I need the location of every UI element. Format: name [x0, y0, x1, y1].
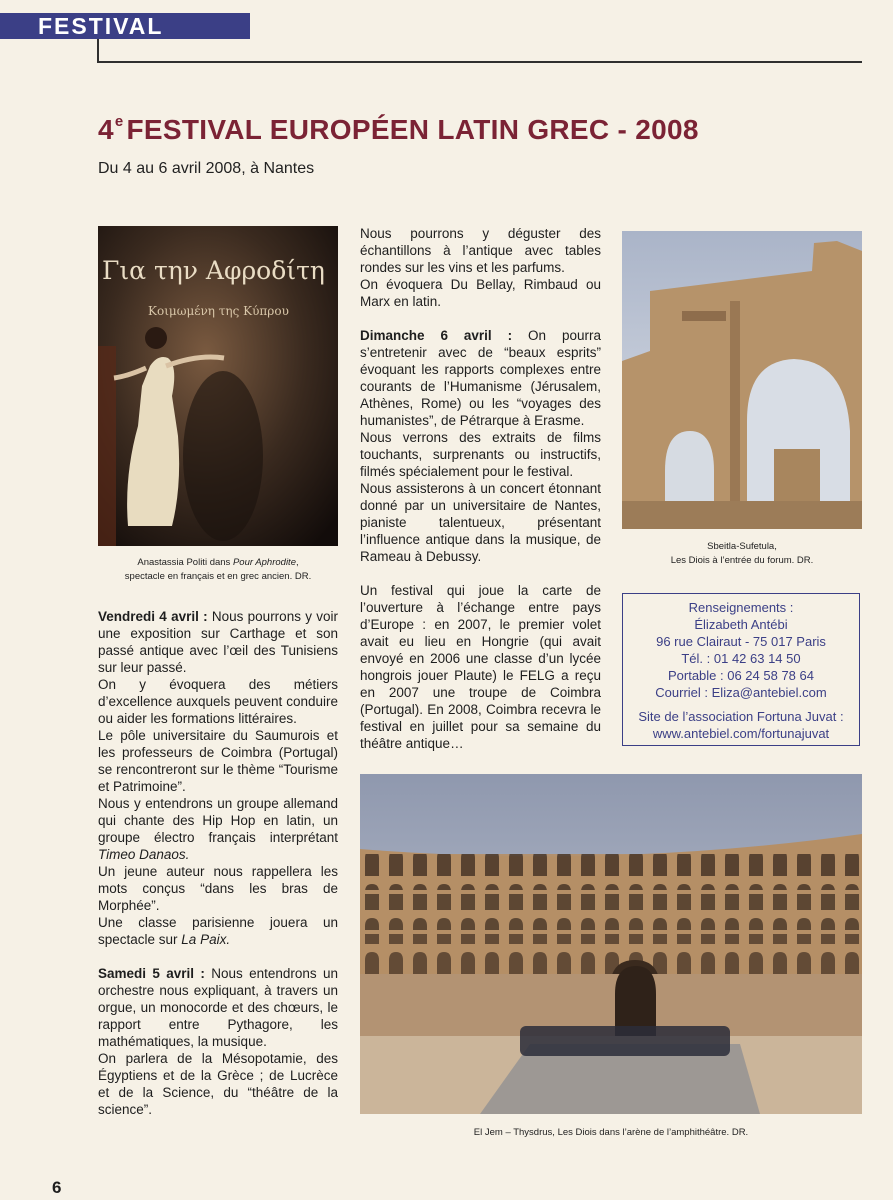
title-text: FESTIVAL EUROPÉEN LATIN GREC - 2008 [126, 114, 699, 145]
site-link[interactable]: www.antebiel.com/fortunajuvat [652, 726, 830, 741]
sunday-paragraph: Dimanche 6 avril : On pourra s’entretenir avec de “beaux esprits” évoquant les rapports complexes entre courants de l’Humanisme (Jérusalem, Athènes, Rome) ou les “voyages des humanistes”, de Pétrarque à Erasme. [360, 328, 601, 428]
saturday-label: Samedi 5 avril : [98, 966, 205, 981]
sbeitla-caption-line1: Sbeitla-Sufetula, [707, 541, 777, 552]
paragraph: Nous verrons des extraits de films touchants, surprenants ou instructifs, filmés spécialement pour le festival. [360, 430, 601, 479]
paragraph: Nous assisterons à un concert étonnant donné par un universitaire de Nantes, pianiste talentueux, présentant l’influence antique dans la musique, de Rameau à Debussy. [360, 481, 601, 564]
section-label: FESTIVAL [38, 13, 164, 39]
poster-subtitle: Κοιμωμένη της Κύπρου [148, 304, 289, 318]
left-column [98, 608, 338, 1118]
aphrodite-caption-line2: spectacle en français et en grec ancien. DR. [124, 571, 312, 582]
paragraph: Une classe parisienne jouera un spectacle sur La Paix. [98, 915, 338, 947]
page-number: 6 [52, 1178, 62, 1197]
contact-heading: Renseignements : [688, 600, 794, 615]
contact-mobile: Portable : 06 24 58 78 64 [667, 668, 814, 683]
sbeitla-photo [622, 231, 862, 529]
eljem-photo [360, 774, 862, 1114]
page-title [98, 113, 699, 146]
title-number: 4 [98, 114, 114, 145]
aphrodite-caption [98, 556, 338, 584]
sbeitla-caption [622, 540, 862, 568]
contact-box [622, 593, 860, 746]
paragraph: Nous y entendrons un groupe allemand qui chante des Hip Hop en latin, un groupe électro français interprétant Timeo Danaos. [98, 796, 338, 862]
friday-label: Vendredi 4 avril : [98, 609, 208, 624]
spacer [623, 701, 859, 708]
contact-email[interactable]: Courriel : Eliza@antebiel.com [655, 685, 827, 700]
sunday-label: Dimanche 6 avril : [360, 328, 513, 343]
sbeitla-caption-line2: Les Diois à l’entrée du forum. DR. [670, 555, 814, 566]
section-banner [0, 13, 250, 39]
eljem-caption: El Jem – Thysdrus, Les Diois dans l’arène de l’amphithéâtre. DR. [473, 1127, 749, 1138]
site-label: Site de l’association Fortuna Juvat : [638, 709, 844, 724]
paragraph: Un jeune auteur nous rappellera les mots conçus “dans les bras de Morphée”. [98, 864, 338, 913]
contact-address: 96 rue Clairaut - 75 017 Paris [656, 634, 826, 649]
paragraph: Le pôle universitaire du Saumurois et les professeurs de Coimbra (Portugal) se rencontreront sur le thème “Tourisme et Patrimoine”. [98, 728, 338, 794]
contact-phone: Tél. : 01 42 63 14 50 [681, 651, 801, 666]
poster-title: Για την Αφροδίτη [102, 256, 325, 285]
sbeitla-arch-illustration [622, 231, 862, 529]
contact-name: Élizabeth Antébi [694, 617, 788, 632]
closing-paragraph: Un festival qui joue la carte de l’ouverture à l’échange entre pays d’Europe : en 2007, le premier volet avait eu lieu en Hongrie (qui avait envoyé en 2006 une classe d’un lycée hongrois jouer Plaute) le FELG a reçu en 2007 une troupe de Coimbra (Portugal). En 2008, Coimbra recevra le festival en juillet pour sa semaine du théâtre antique… [360, 583, 601, 751]
header-rule-vertical [97, 39, 99, 63]
aphrodite-photo [98, 226, 338, 546]
amphitheatre-illustration [360, 774, 862, 1114]
paragraph: Nous pourrons y déguster des échantillons à l’antique avec tables rondes sur les vins et les parfums. [360, 226, 601, 275]
paragraph: On parlera de la Mésopotamie, des Égyptiens et de la Grèce ; de Lucrèce et de la Science, du “théâtre de la science”. [98, 1051, 338, 1117]
paragraph: On évoquera Du Bellay, Rimbaud ou Marx en latin. [360, 277, 601, 309]
aphrodite-caption-line1: Anastassia Politi dans Pour Aphrodite, [137, 557, 299, 568]
middle-column [360, 225, 601, 752]
friday-paragraph: Vendredi 4 avril : Nous pourrons y voir une exposition sur Carthage et son passé antique avec l’œil des Tunisiens sur leur passé. [98, 609, 338, 675]
title-ordinal: e [114, 113, 124, 130]
header-rule [97, 61, 862, 63]
page-subtitle: Du 4 au 6 avril 2008, à Nantes [98, 160, 315, 177]
paragraph: On y évoquera des métiers d’excellence auxquels peuvent conduire ou aider les formations littéraires. [98, 677, 338, 726]
saturday-paragraph: Samedi 5 avril : Nous entendrons un orchestre nous expliquant, à travers un orgue, un monocorde et des chœurs, le rapport entre Pythagore, les mathématiques, la musique. [98, 966, 338, 1049]
